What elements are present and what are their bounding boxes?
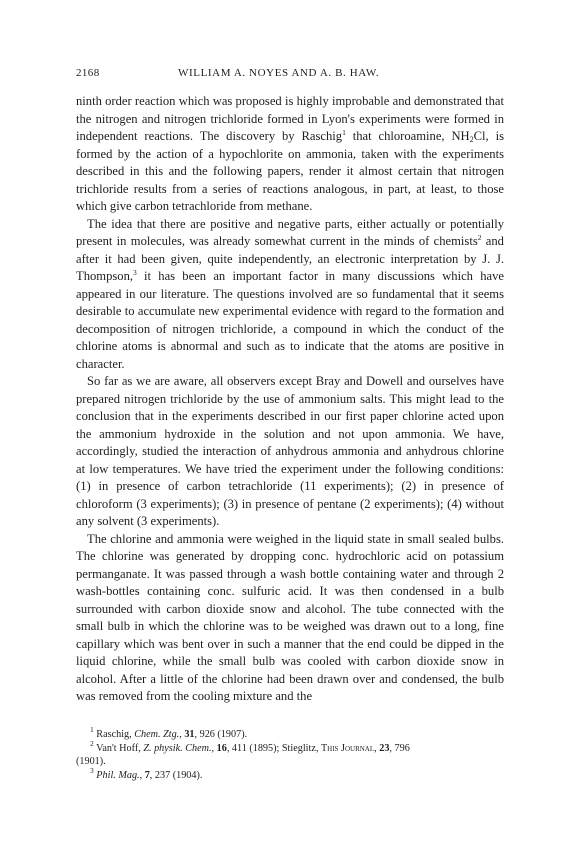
footnote-2: $^2$ Van't Hoff, Z. physik. Chem., 16, 411 (1895); Stieglitz, This Journal, 23, 796 <box>90 738 410 754</box>
footnote-ref-3: 3 <box>133 268 137 277</box>
footnotes <box>76 725 502 782</box>
running-head: WILLIAM A. NOYES AND A. B. HAW. <box>178 67 380 79</box>
footnote-3: $^3$ Phil. Mag., 7, 237 (1904). <box>90 765 203 781</box>
footnote-ref-2: 2 <box>477 233 482 242</box>
paragraph-continuation: ninth order reaction which was proposed is highly improbable and demonstrated that the nitrogen and nitrogen trichloride formed in Lyon's experiments were formed in independent reactions. The discovery by Raschig$^1$ that chloroamine, $NH_2Cl$, is formed by the action of a hypochlorite on ammonia, taken with the experiments described in this and the following papers, render it almost certain that nitrogen trichloride results from a series of reactions analogous, in part, at least, to those which give carbon tetrachloride from methane. <box>76 94 504 213</box>
article-body <box>76 93 504 706</box>
footnote-1: $^1$ Raschig, Chem. Ztg., 31, 926 (1907). <box>90 725 248 740</box>
page-header <box>76 67 504 83</box>
paragraph-positive-negative: The idea that there are positive and negative parts, either actually or potentially present in molecules, was already somewhat current in the minds of chemists$^2$ and after it had been given, quite independently, an electronic interpretation by J. J. Thompson,$^3$ it has been an important factor in many discussions which have appeared in our literature. The questions involved are so fundamental that it seems desirable to accumulate new experimental evidence with regard to the formation and decomposition of nitrogen trichloride, a compound in which the conduct of the chlorine atoms is abnormal and such as to indicate that the atoms are positive in character. <box>76 216 504 371</box>
page-number: 2168 <box>76 67 100 79</box>
paragraph-procedure: The chlorine and ammonia were weighed in the liquid state in small sealed bulbs. The chlorine was generated by dropping conc. hydrochloric acid on potassium permanganate. It was passed through a wash bottle containing water and through 2 wash-bottles containing conc. sulfuric acid. It was then condensed in a bulb surrounded with carbon dioxide snow and alcohol. The tube connected with the small bulb in which the chlorine was to be weighed was drawn out to a long, fine capillary which was bent over in such a manner that the end could be dipped in the liquid chlorine, while the small bulb was cooled with carbon dioxide snow in alcohol. After a little of the chlorine had been drawn over and condensed, the bulb was removed from the cooling mixture and the <box>76 531 504 703</box>
paragraph-observers: So far as we are aware, all observers except Bray and Dowell and ourselves have prepared nitrogen trichloride by the use of ammonium salts. This might lead to the conclusion that in the experiments described in our first paper chlorine acted upon the ammonium hydroxide in the solution and not upon ammonia. We have, accordingly, studied the interaction of anhydrous ammonia and anhydrous chlorine at low temperatures. We have tried the experiment under the following conditions: (1) in presence of carbon tetrachloride (11 experiments); (2) in presence of chloroform (3 experiments); (3) in presence of pentane (2 experiments); (4) without any solvent (3 experiments). <box>76 374 504 528</box>
footnote-2-continuation: (1901). <box>76 756 106 767</box>
subscript: 2 <box>469 135 474 144</box>
footnote-ref-1: 1 <box>342 128 346 137</box>
